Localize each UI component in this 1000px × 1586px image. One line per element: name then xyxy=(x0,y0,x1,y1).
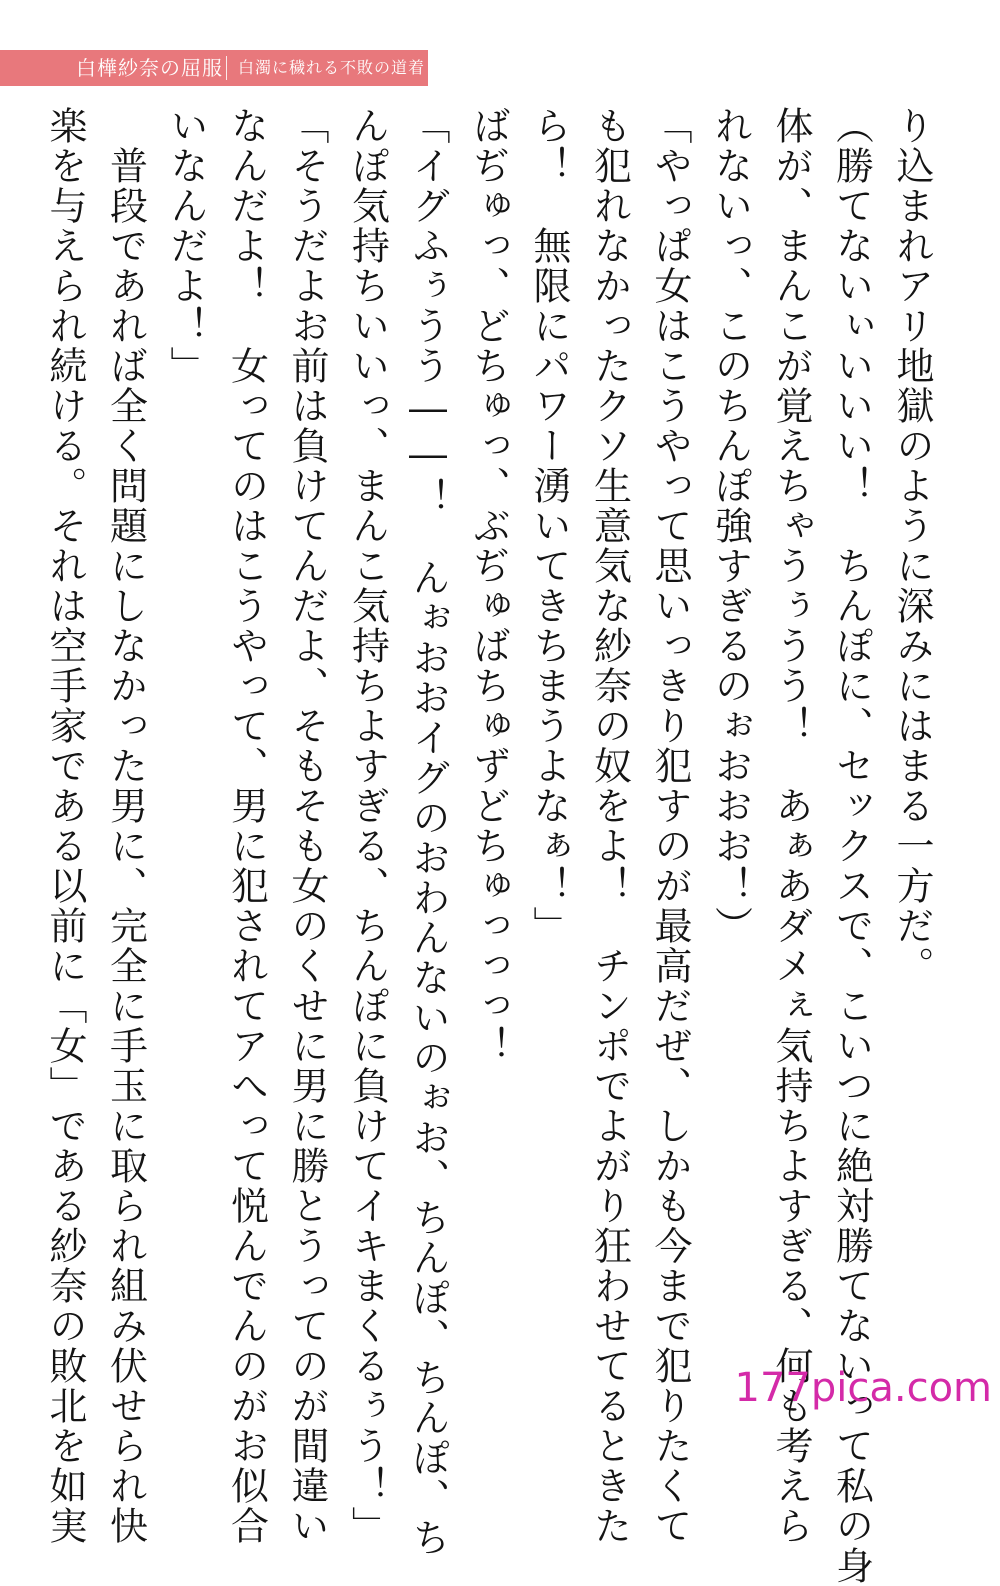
text-column: 「イグふぅうう――！ んぉおおイグのおわんないのぉお、ちんぽ、ちんぽ、ち xyxy=(406,106,450,1558)
text-column: なんだよ！ 女ってのはこうやって、男に犯されてアへって悦んでんのがお似合 xyxy=(224,106,269,1546)
text-column: り込まれアリ地獄のように深みにはまる一方だ。 xyxy=(890,106,934,986)
text-column: ばぢゅっ、どちゅっ、ぶぢゅばちゅずどちゅっっっ！ xyxy=(466,106,511,1066)
text-column: んぽ気持ちいいっ、まんこ気持ちよすぎる、ちんぽに負けてイキまくるぅう！」 xyxy=(345,106,390,1546)
text-column: 「そうだよお前は負けてんだよ、そもそも女のくせに男に勝とうってのが間違い xyxy=(285,106,329,1546)
header-divider xyxy=(226,56,227,80)
text-column: 「やっぱ女はこうやって思いっきり犯すのが最高だぜ、しかも今まで犯りたくて xyxy=(648,106,692,1546)
text-column: も犯れなかったクソ生意気な紗奈の奴をよ！ チンポでよがり狂わせてるときた xyxy=(587,106,632,1546)
book-title: 白樺紗奈の屈服 xyxy=(76,56,223,80)
chapter-subtitle: 白濁に穢れる不敗の道着 xyxy=(238,58,426,77)
text-column: （勝てないぃいいい！ ちんぽに、セックスで、こいつに絶対勝てないって私の身 xyxy=(829,106,874,1586)
text-column: れないっ、このちんぽ強すぎるのぉおおお！） xyxy=(708,106,753,946)
text-column: いなんだよ！」 xyxy=(164,106,208,386)
header-band xyxy=(0,50,428,86)
text-column: ら！ 無限にパワー湧いてきちまうよなぁ！」 xyxy=(527,106,571,946)
text-column: 体が、まんこが覚えちゃうぅうう！ あぁあダメぇ気持ちよすぎる、何も考えら xyxy=(769,106,813,1546)
site-watermark: 177pica.com xyxy=(734,1365,992,1411)
text-column: 普段であれば全く問題にしなかった男に、完全に手玉に取られ組み伏せられ快 xyxy=(103,106,148,1546)
text-column: 楽を与えられ続ける。それは空手家である以前に「女」である紗奈の敗北を如実 xyxy=(43,106,87,1546)
